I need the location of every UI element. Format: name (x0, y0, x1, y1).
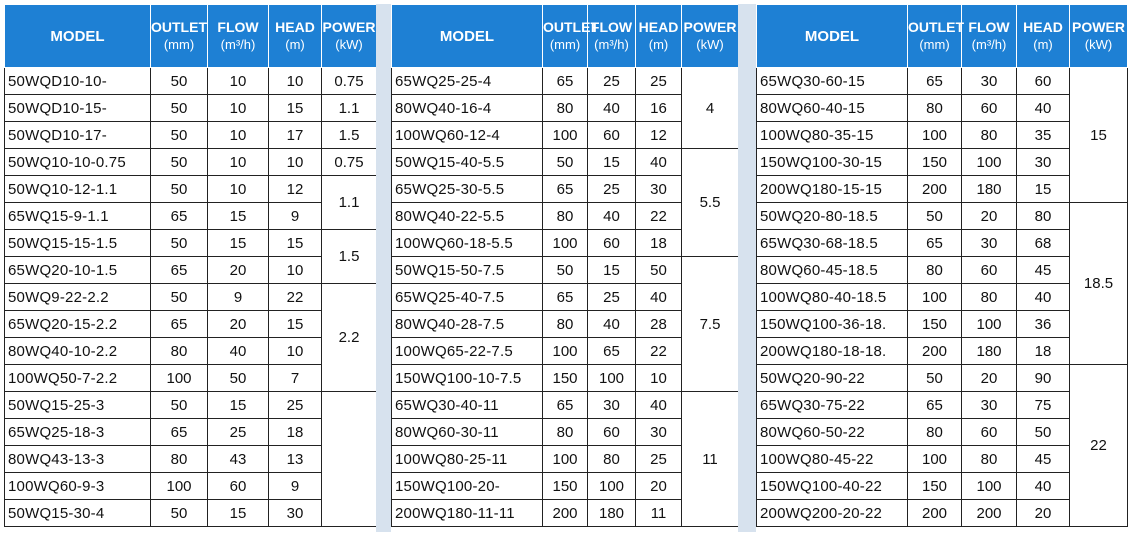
model-cell: 50WQ9-22-2.2 (5, 284, 151, 311)
table-row (5, 149, 377, 176)
model-cell: 50WQ15-40-5.5 (392, 149, 543, 176)
model-cell: 100WQ50-7-2.2 (5, 365, 151, 392)
spec-table-3 (756, 4, 1128, 527)
power-cell: 2.2 (322, 284, 377, 392)
power-cell: 1.1 (322, 176, 377, 230)
model-cell: 200WQ200-20-22 (757, 500, 908, 527)
head-cell: 18 (1017, 338, 1070, 365)
spec-table-3-header (757, 5, 1128, 68)
head-cell: 16 (636, 95, 682, 122)
model-cell: 80WQ40-22-5.5 (392, 203, 543, 230)
table-row (5, 392, 377, 419)
outlet-cell: 50 (151, 500, 208, 527)
outlet-cell: 100 (543, 122, 588, 149)
outlet-cell: 80 (543, 95, 588, 122)
table-row (5, 176, 377, 203)
model-cell: 80WQ60-40-15 (757, 95, 908, 122)
outlet-cell: 100 (543, 338, 588, 365)
table-row (5, 68, 377, 95)
header-row (757, 5, 1128, 68)
table-row (5, 122, 377, 149)
head-cell: 40 (636, 392, 682, 419)
head-cell: 15 (269, 230, 322, 257)
model-cell: 150WQ100-30-15 (757, 149, 908, 176)
model-cell: 65WQ30-75-22 (757, 392, 908, 419)
table-row (5, 230, 377, 257)
flow-cell: 15 (588, 149, 636, 176)
outlet-cell: 65 (151, 203, 208, 230)
table-row (392, 149, 739, 176)
head-cell: 90 (1017, 365, 1070, 392)
outlet-cell: 50 (151, 230, 208, 257)
power-header-label: POWER (322, 19, 376, 35)
head-header-unit: (m) (285, 37, 305, 52)
outlet-header-unit: (mm) (549, 37, 581, 52)
head-cell: 15 (269, 95, 322, 122)
head-cell: 22 (636, 338, 682, 365)
flow-cell: 15 (208, 203, 269, 230)
flow-header (588, 5, 636, 68)
model-cell: 50WQ20-90-22 (757, 365, 908, 392)
model-cell: 65WQ30-60-15 (757, 68, 908, 95)
outlet-cell: 80 (908, 257, 962, 284)
flow-cell: 60 (588, 122, 636, 149)
outlet-cell: 100 (543, 230, 588, 257)
head-cell: 45 (1017, 446, 1070, 473)
model-cell: 80WQ60-50-22 (757, 419, 908, 446)
flow-cell: 180 (962, 338, 1017, 365)
flow-cell: 100 (962, 149, 1017, 176)
head-cell: 22 (269, 284, 322, 311)
outlet-cell: 65 (543, 284, 588, 311)
model-cell: 65WQ30-68-18.5 (757, 230, 908, 257)
head-cell: 30 (269, 500, 322, 527)
model-cell: 80WQ43-13-3 (5, 446, 151, 473)
spec-table-2-header (392, 5, 739, 68)
flow-cell: 10 (208, 122, 269, 149)
flow-cell: 100 (588, 365, 636, 392)
power-cell: 18.5 (1070, 203, 1128, 365)
table-row (5, 203, 377, 230)
header-row (5, 5, 377, 68)
flow-cell: 60 (588, 230, 636, 257)
outlet-cell: 80 (543, 419, 588, 446)
model-cell: 50WQ15-30-4 (5, 500, 151, 527)
head-cell: 9 (269, 473, 322, 500)
model-cell: 80WQ40-16-4 (392, 95, 543, 122)
model-cell: 50WQ20-80-18.5 (757, 203, 908, 230)
flow-cell: 25 (588, 68, 636, 95)
head-cell: 15 (269, 311, 322, 338)
outlet-cell: 80 (543, 203, 588, 230)
flow-header-label: FLOW (590, 19, 633, 35)
head-cell: 12 (636, 122, 682, 149)
model-header: MODEL (5, 5, 151, 68)
table-row (5, 311, 377, 338)
flow-header-label: FLOW (968, 19, 1010, 35)
outlet-cell: 50 (151, 68, 208, 95)
head-cell: 18 (636, 230, 682, 257)
model-cell: 200WQ180-15-15 (757, 176, 908, 203)
model-cell: 100WQ60-18-5.5 (392, 230, 543, 257)
head-cell: 10 (269, 257, 322, 284)
outlet-cell: 50 (908, 203, 962, 230)
flow-header (208, 5, 269, 68)
power-header-unit: (kW) (1084, 37, 1113, 52)
table-row (757, 203, 1128, 230)
flow-cell: 100 (962, 473, 1017, 500)
flow-cell: 43 (208, 446, 269, 473)
power-cell: 1.5 (322, 122, 377, 149)
power-cell: 1.1 (322, 95, 377, 122)
model-cell: 150WQ100-40-22 (757, 473, 908, 500)
outlet-cell: 65 (543, 176, 588, 203)
outlet-header (151, 5, 208, 68)
outlet-header-unit: (mm) (163, 37, 195, 52)
flow-header-unit: (m³/h) (220, 37, 256, 52)
power-header (1070, 5, 1128, 68)
outlet-cell: 150 (908, 149, 962, 176)
head-cell: 40 (1017, 473, 1070, 500)
outlet-cell: 100 (908, 122, 962, 149)
model-cell: 65WQ20-15-2.2 (5, 311, 151, 338)
flow-cell: 15 (208, 392, 269, 419)
table-row (392, 68, 739, 95)
power-cell: 0.75 (322, 149, 377, 176)
flow-cell: 100 (588, 473, 636, 500)
flow-cell: 30 (962, 230, 1017, 257)
model-cell: 150WQ100-36-18. (757, 311, 908, 338)
flow-cell: 10 (208, 95, 269, 122)
flow-cell: 180 (962, 176, 1017, 203)
flow-cell: 10 (208, 176, 269, 203)
table-row (757, 365, 1128, 392)
table-row (392, 257, 739, 284)
outlet-cell: 80 (543, 311, 588, 338)
model-cell: 80WQ40-28-7.5 (392, 311, 543, 338)
power-cell: 22 (1070, 365, 1128, 527)
outlet-cell: 150 (543, 365, 588, 392)
head-cell: 50 (1017, 419, 1070, 446)
outlet-cell: 80 (151, 446, 208, 473)
outlet-cell: 50 (908, 365, 962, 392)
head-cell: 22 (636, 203, 682, 230)
spec-table-1-panel (4, 4, 377, 527)
model-cell: 65WQ25-30-5.5 (392, 176, 543, 203)
outlet-cell: 50 (151, 95, 208, 122)
flow-cell: 40 (588, 95, 636, 122)
flow-cell: 100 (962, 311, 1017, 338)
flow-cell: 15 (208, 500, 269, 527)
model-cell: 80WQ40-10-2.2 (5, 338, 151, 365)
table-row (757, 68, 1128, 95)
model-cell: 150WQ100-10-7.5 (392, 365, 543, 392)
head-cell: 10 (269, 338, 322, 365)
outlet-cell: 50 (151, 122, 208, 149)
model-cell: 80WQ60-45-18.5 (757, 257, 908, 284)
spec-table-3-body (757, 68, 1128, 527)
flow-cell: 40 (588, 311, 636, 338)
head-header-label: HEAD (275, 19, 315, 35)
outlet-cell: 100 (151, 473, 208, 500)
outlet-cell: 65 (908, 68, 962, 95)
flow-cell: 20 (208, 257, 269, 284)
head-cell: 80 (1017, 203, 1070, 230)
flow-cell: 60 (962, 419, 1017, 446)
model-cell: 100WQ80-40-18.5 (757, 284, 908, 311)
outlet-header-label: OUTLET (543, 19, 599, 35)
flow-cell: 40 (588, 203, 636, 230)
model-cell: 100WQ80-25-11 (392, 446, 543, 473)
flow-cell: 20 (962, 203, 1017, 230)
flow-cell: 40 (208, 338, 269, 365)
power-header (322, 5, 377, 68)
flow-cell: 80 (962, 122, 1017, 149)
outlet-cell: 200 (908, 500, 962, 527)
outlet-cell: 100 (151, 365, 208, 392)
head-cell: 10 (269, 149, 322, 176)
flow-cell: 80 (962, 284, 1017, 311)
head-cell: 60 (1017, 68, 1070, 95)
spec-table-1 (4, 4, 377, 527)
power-cell: 5.5 (682, 149, 739, 257)
outlet-cell: 50 (543, 149, 588, 176)
model-header: MODEL (757, 5, 908, 68)
model-cell: 65WQ20-10-1.5 (5, 257, 151, 284)
head-cell: 50 (636, 257, 682, 284)
spec-table-1-header (5, 5, 377, 68)
table-row (5, 500, 377, 527)
head-cell: 40 (636, 149, 682, 176)
power-header-label: POWER (683, 19, 737, 35)
flow-cell: 30 (962, 68, 1017, 95)
outlet-cell: 65 (543, 392, 588, 419)
outlet-cell: 65 (908, 230, 962, 257)
power-header (682, 5, 739, 68)
flow-cell: 80 (588, 446, 636, 473)
power-header-label: POWER (1072, 19, 1125, 35)
table-row (5, 95, 377, 122)
model-cell: 50WQD10-10- (5, 68, 151, 95)
outlet-cell: 65 (543, 68, 588, 95)
flow-cell: 60 (588, 419, 636, 446)
outlet-cell: 200 (543, 500, 588, 527)
model-cell: 50WQ10-12-1.1 (5, 176, 151, 203)
outlet-cell: 50 (151, 149, 208, 176)
flow-cell: 10 (208, 149, 269, 176)
model-cell: 65WQ25-18-3 (5, 419, 151, 446)
outlet-cell: 65 (908, 392, 962, 419)
head-cell: 30 (636, 176, 682, 203)
head-header (1017, 5, 1070, 68)
flow-cell: 25 (208, 419, 269, 446)
flow-cell: 60 (962, 95, 1017, 122)
flow-cell: 65 (588, 338, 636, 365)
outlet-cell: 150 (543, 473, 588, 500)
header-row (392, 5, 739, 68)
head-header-label: HEAD (638, 19, 679, 35)
head-cell: 35 (1017, 122, 1070, 149)
flow-cell: 200 (962, 500, 1017, 527)
outlet-header-label: OUTLET (908, 19, 964, 35)
outlet-cell: 80 (908, 95, 962, 122)
flow-header (962, 5, 1017, 68)
head-cell: 9 (269, 203, 322, 230)
flow-header-unit: (m³/h) (594, 37, 629, 52)
flow-cell: 10 (208, 68, 269, 95)
model-cell: 65WQ25-40-7.5 (392, 284, 543, 311)
power-header-unit: (kW) (335, 37, 363, 52)
outlet-header-label: OUTLET (151, 19, 207, 35)
head-cell: 11 (636, 500, 682, 527)
spec-table-1-body (5, 68, 377, 527)
flow-header-unit: (m³/h) (971, 37, 1007, 52)
model-cell: 200WQ180-11-11 (392, 500, 543, 527)
model-cell: 100WQ60-12-4 (392, 122, 543, 149)
head-header-label: HEAD (1023, 19, 1063, 35)
head-cell: 40 (636, 284, 682, 311)
head-cell: 20 (1017, 500, 1070, 527)
head-cell: 25 (269, 392, 322, 419)
spec-table-2-body (392, 68, 739, 527)
head-header (269, 5, 322, 68)
flow-cell: 80 (962, 446, 1017, 473)
model-cell: 80WQ60-30-11 (392, 419, 543, 446)
table-row (5, 338, 377, 365)
head-cell: 40 (1017, 95, 1070, 122)
head-cell: 10 (636, 365, 682, 392)
head-header-unit: (m) (648, 37, 669, 52)
flow-cell: 60 (208, 473, 269, 500)
model-cell: 50WQ15-25-3 (5, 392, 151, 419)
flow-cell: 15 (208, 230, 269, 257)
table-row (5, 365, 377, 392)
model-cell: 50WQ15-15-1.5 (5, 230, 151, 257)
head-cell: 36 (1017, 311, 1070, 338)
table-row (5, 284, 377, 311)
table-row (5, 257, 377, 284)
spec-table-2 (391, 4, 739, 527)
model-cell: 50WQ15-50-7.5 (392, 257, 543, 284)
flow-cell: 20 (208, 311, 269, 338)
outlet-cell: 50 (543, 257, 588, 284)
model-header: MODEL (392, 5, 543, 68)
spec-table-2-panel (391, 4, 739, 527)
head-cell: 75 (1017, 392, 1070, 419)
flow-cell: 25 (588, 284, 636, 311)
table-row (5, 473, 377, 500)
flow-header-label: FLOW (217, 19, 259, 35)
table-row (5, 419, 377, 446)
head-cell: 13 (269, 446, 322, 473)
model-cell: 100WQ80-45-22 (757, 446, 908, 473)
head-header (636, 5, 682, 68)
model-cell: 150WQ100-20- (392, 473, 543, 500)
model-cell: 100WQ60-9-3 (5, 473, 151, 500)
model-cell: 100WQ65-22-7.5 (392, 338, 543, 365)
outlet-cell: 65 (151, 419, 208, 446)
head-header-unit: (m) (1033, 37, 1053, 52)
head-cell: 45 (1017, 257, 1070, 284)
power-cell: 11 (682, 392, 739, 527)
head-cell: 10 (269, 68, 322, 95)
head-cell: 30 (1017, 149, 1070, 176)
outlet-cell: 150 (908, 311, 962, 338)
head-cell: 25 (636, 446, 682, 473)
head-cell: 25 (636, 68, 682, 95)
model-cell: 65WQ25-25-4 (392, 68, 543, 95)
outlet-header (543, 5, 599, 68)
outlet-cell: 200 (908, 338, 962, 365)
head-cell: 17 (269, 122, 322, 149)
power-cell: 15 (1070, 68, 1128, 203)
outlet-cell: 200 (908, 176, 962, 203)
outlet-header (908, 5, 962, 68)
flow-cell: 180 (588, 500, 636, 527)
head-cell: 15 (1017, 176, 1070, 203)
model-cell: 200WQ180-18-18. (757, 338, 908, 365)
outlet-cell: 50 (151, 392, 208, 419)
head-cell: 30 (636, 419, 682, 446)
outlet-cell: 80 (908, 419, 962, 446)
power-cell: 1.5 (322, 230, 377, 284)
outlet-cell: 100 (543, 446, 588, 473)
outlet-cell: 65 (151, 311, 208, 338)
outlet-cell: 50 (151, 176, 208, 203)
table-row (392, 392, 739, 419)
power-cell: 0.75 (322, 68, 377, 95)
power-header-unit: (kW) (696, 37, 724, 52)
flow-cell: 30 (962, 392, 1017, 419)
power-cell: 4 (682, 68, 739, 149)
head-cell: 68 (1017, 230, 1070, 257)
flow-cell: 50 (208, 365, 269, 392)
outlet-cell: 80 (151, 338, 208, 365)
outlet-cell: 150 (908, 473, 962, 500)
head-cell: 40 (1017, 284, 1070, 311)
head-cell: 28 (636, 311, 682, 338)
flow-cell: 25 (588, 176, 636, 203)
flow-cell: 15 (588, 257, 636, 284)
flow-cell: 30 (588, 392, 636, 419)
power-cell (322, 392, 377, 527)
outlet-cell: 100 (908, 446, 962, 473)
flow-cell: 9 (208, 284, 269, 311)
outlet-cell: 65 (151, 257, 208, 284)
outlet-cell: 100 (908, 284, 962, 311)
outlet-cell: 50 (151, 284, 208, 311)
table-separator-2 (738, 4, 756, 532)
model-cell: 50WQD10-17- (5, 122, 151, 149)
outlet-header-unit: (mm) (919, 37, 950, 52)
model-cell: 50WQD10-15- (5, 95, 151, 122)
model-cell: 65WQ30-40-11 (392, 392, 543, 419)
model-cell: 65WQ15-9-1.1 (5, 203, 151, 230)
head-cell: 12 (269, 176, 322, 203)
model-cell: 100WQ80-35-15 (757, 122, 908, 149)
head-cell: 20 (636, 473, 682, 500)
head-cell: 7 (269, 365, 322, 392)
spec-table-3-panel (756, 4, 1128, 527)
head-cell: 18 (269, 419, 322, 446)
flow-cell: 60 (962, 257, 1017, 284)
flow-cell: 20 (962, 365, 1017, 392)
table-separator-1 (376, 4, 391, 532)
power-cell: 7.5 (682, 257, 739, 392)
table-row (5, 446, 377, 473)
model-cell: 50WQ10-10-0.75 (5, 149, 151, 176)
